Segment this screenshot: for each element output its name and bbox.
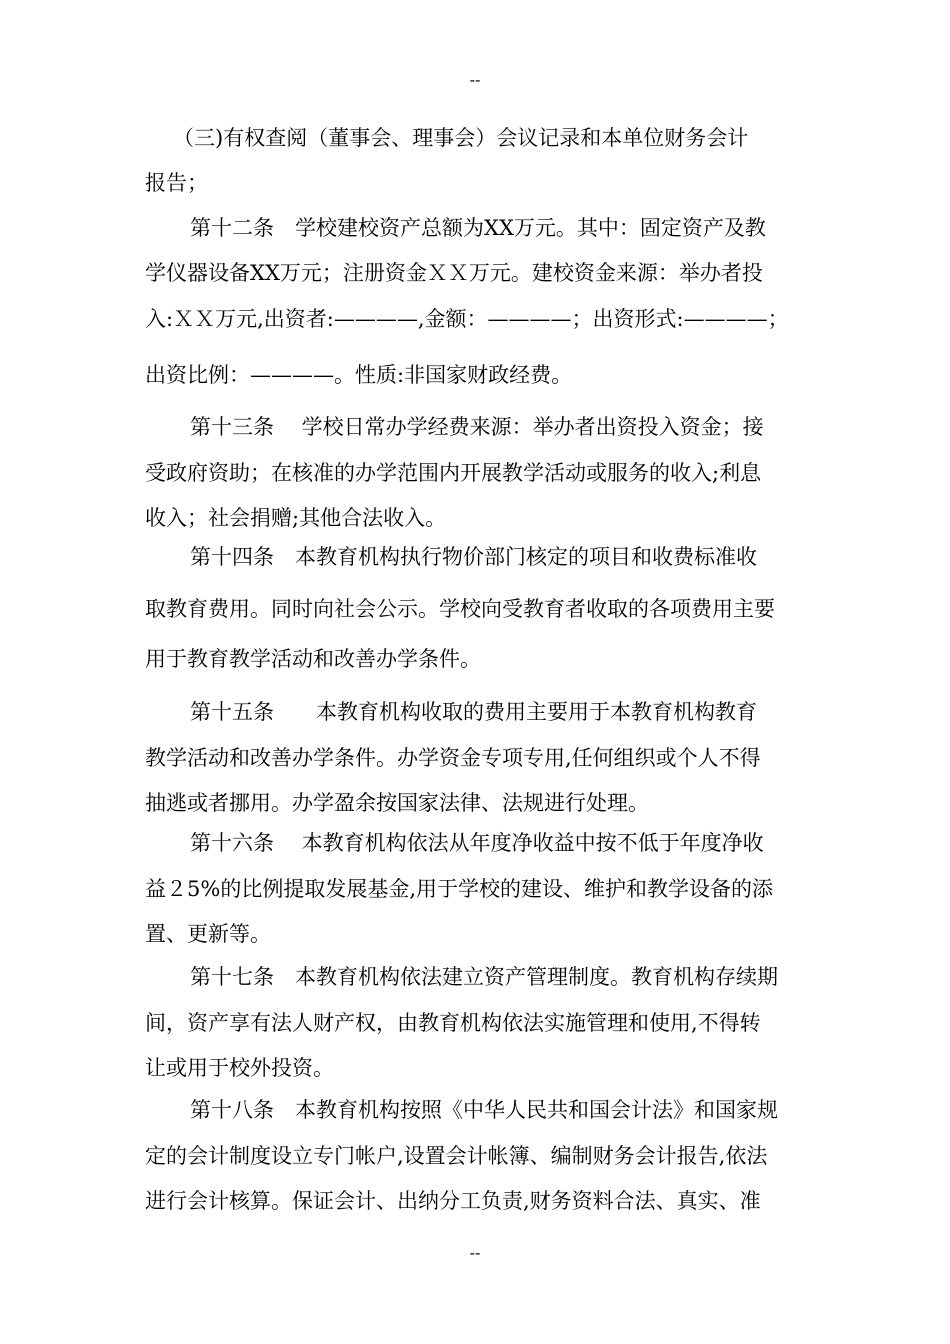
text-line: 间，资产享有法人财产权，由教育机构依法实施管理和使用,不得转 [145, 1011, 761, 1035]
text-line: 受政府资助；在核准的办学范围内开展教学活动或服务的收入;利息 [145, 461, 762, 485]
text-line: 第十二条 学校建校资产总额为XX万元。其中：固定资产及教 [190, 216, 766, 240]
text-line: 益２5%的比例提取发展基金,用于学校的建设、维护和教学设备的添 [145, 877, 773, 901]
text-line: 第十五条 本教育机构收取的费用主要用于本教育机构教育 [190, 700, 757, 724]
text-line: 进行会计核算。保证会计、出纳分工负责,财务资料合法、真实、准 [145, 1189, 761, 1213]
text-line: 学仪器设备XX万元；注册资金ＸＸ万元。建校资金来源：举办者投 [145, 261, 763, 285]
text-line: 出资比例：————。性质:非国家财政经费。 [145, 363, 573, 387]
text-line: 教学活动和改善办学条件。办学资金专项专用,任何组织或个人不得 [145, 746, 761, 770]
text-line: 入:ＸＸ万元,出资者:————,金额：————；出资形式:————； [145, 307, 789, 331]
text-line: 第十八条 本教育机构按照《中华人民共和国会计法》和国家规 [190, 1098, 778, 1122]
page-header-marker: -- [469, 70, 481, 89]
text-line: 第十六条 本教育机构依法从年度净收益中按不低于年度净收 [190, 831, 764, 855]
text-line: （三)有权查阅（董事会、理事会）会议记录和本单位财务会计 [173, 126, 749, 150]
text-line: 第十七条 本教育机构依法建立资产管理制度。教育机构存续期 [190, 965, 778, 989]
text-line: 报告； [145, 171, 208, 195]
text-line: 用于教育教学活动和改善办学条件。 [145, 647, 481, 671]
text-line: 定的会计制度设立专门帐户,设置会计帐簿、编制财务会计报告,依法 [145, 1144, 768, 1168]
text-line: 第十三条 学校日常办学经费来源：举办者出资投入资金；接 [190, 415, 764, 439]
text-line: 抽逃或者挪用。办学盈余按国家法律、法规进行处理。 [145, 791, 649, 815]
text-line: 第十四条 本教育机构执行物价部门核定的项目和收费标准收 [190, 545, 757, 569]
text-line: 取教育费用。同时向社会公示。学校向受教育者收取的各项费用主要 [145, 597, 775, 621]
text-line: 让或用于校外投资。 [145, 1056, 334, 1080]
text-line: 置、更新等。 [145, 922, 271, 946]
page-footer-marker: -- [469, 1243, 481, 1262]
text-line: 收入；社会捐赠;其他合法收入。 [145, 506, 447, 530]
